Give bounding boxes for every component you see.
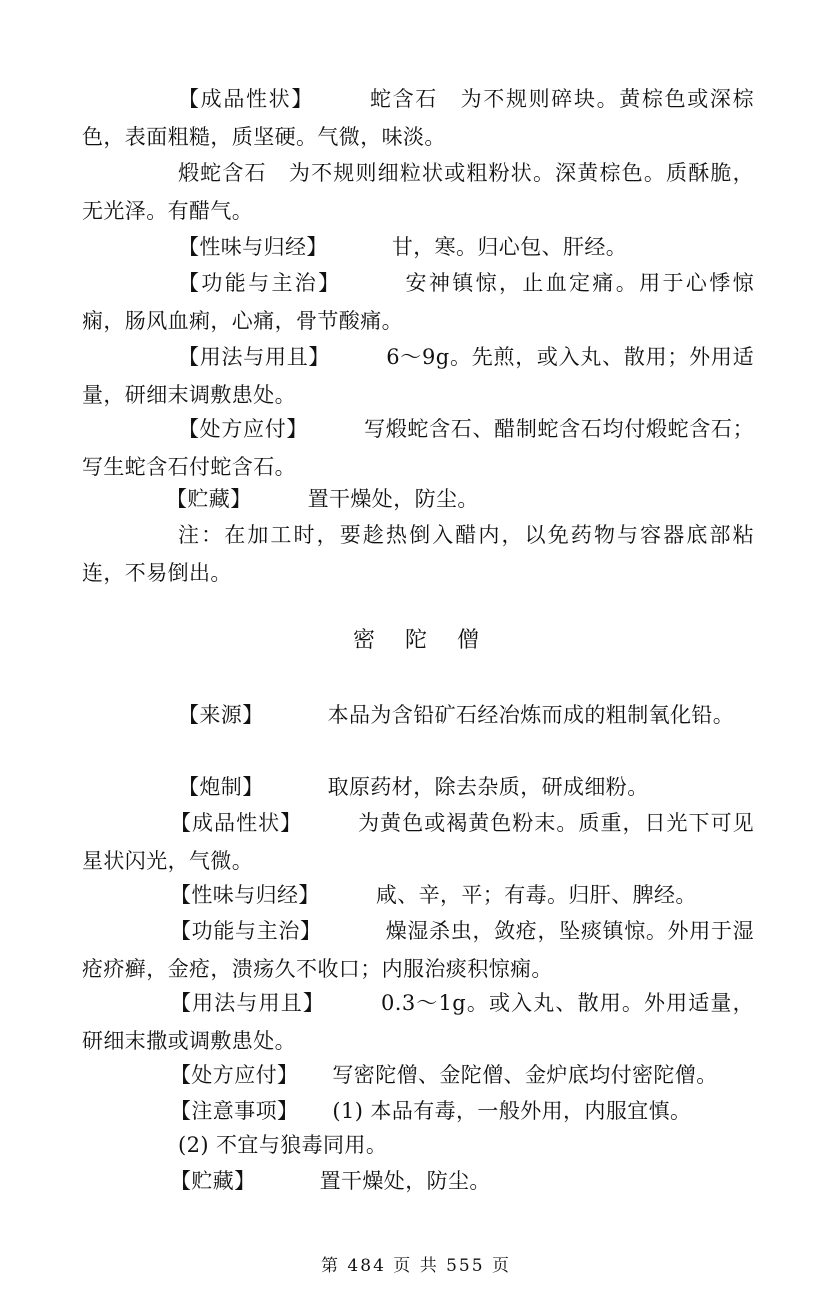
label-xingwei-1: 【性味与归经】 xyxy=(178,235,328,259)
paragraph-chengpin-1 xyxy=(82,80,754,156)
label-chufang-2: 【处方应付】 xyxy=(170,1063,299,1087)
paragraph-zhu xyxy=(82,516,754,592)
label-yongfa-1: 【用法与用且】 xyxy=(178,345,331,369)
text-zhucang-1: 置干燥处，防尘。 xyxy=(307,487,479,511)
text-yongfa-1: 6～9g。先煎，或入丸、散用；外用适量，研细末调敷患处。 xyxy=(82,345,754,407)
paragraph-zhuyi xyxy=(82,1092,754,1130)
label-paozhi: 【炮制】 xyxy=(178,775,264,799)
text-zhucang-2: 置干燥处，防尘。 xyxy=(319,1169,491,1193)
label-gongneng-2: 【功能与主治】 xyxy=(170,919,322,943)
page-number: 第 484 页 共 555 页 xyxy=(321,1256,511,1276)
label-chengpin-2: 【成品性状】 xyxy=(170,811,303,835)
text-laiyuan: 本品为含铅矿石经冶炼而成的粗制氧化铅。 xyxy=(327,703,735,727)
label-zhuyi: 【注意事项】 xyxy=(170,1099,299,1123)
text-zhuyi-2: (2) 不宜与狼毒同用。 xyxy=(178,1133,388,1157)
text-paozhi: 取原药材，除去杂质，研成细粉。 xyxy=(327,775,649,799)
label-chufang-1: 【处方应付】 xyxy=(178,417,309,441)
text-xingwei-1: 甘，寒。归心包、肝经。 xyxy=(391,235,628,259)
label-zhucang-1: 【贮藏】 xyxy=(166,487,252,511)
text-chengpin-2: 为黄色或褐黄色粉末。质重，日光下可见星状闪光，气微。 xyxy=(82,811,754,873)
paragraph-chufang-2 xyxy=(82,1056,754,1094)
label-gongneng-1: 【功能与主治】 xyxy=(178,271,342,295)
text-zhu: 注：在加工时，要趁热倒入醋内，以免药物与容器底部粘连，不易倒出。 xyxy=(82,523,754,585)
text-xingwei-2: 咸、辛，平；有毒。归肝、脾经。 xyxy=(375,883,697,907)
paragraph-zhucang-2 xyxy=(82,1162,754,1200)
section-title: 密陀僧 xyxy=(352,628,509,653)
label-laiyuan: 【来源】 xyxy=(178,703,264,727)
label-chengpin-1: 【成品性状】 xyxy=(178,87,314,111)
paragraph-paozhi xyxy=(82,768,754,806)
paragraph-yongfa-1 xyxy=(82,338,754,414)
label-xingwei-2: 【性味与归经】 xyxy=(170,883,320,907)
paragraph-xingwei-1 xyxy=(82,228,754,266)
label-yongfa-2: 【用法与用且】 xyxy=(170,991,326,1015)
paragraph-xingwei-2 xyxy=(82,876,754,914)
paragraph-duan xyxy=(82,154,754,230)
text-chufang-1: 写煅蛇含石、醋制蛇含石均付煅蛇含石；写生蛇含石付蛇含石。 xyxy=(82,417,754,479)
text-zhuyi-1: (1) 本品有毒，一般外用，内服宜慎。 xyxy=(332,1099,692,1123)
paragraph-laiyuan xyxy=(82,696,754,734)
paragraph-zhucang-1 xyxy=(82,480,754,518)
label-zhucang-2: 【贮藏】 xyxy=(170,1169,256,1193)
text-chufang-2: 写密陀僧、金陀僧、金炉底均付密陀僧。 xyxy=(332,1063,718,1087)
text-duan: 煅蛇含石 为不规则细粒状或粗粉状。深黄棕色。质酥脆，无光泽。有醋气。 xyxy=(82,161,754,223)
paragraph-gongneng-2 xyxy=(82,912,754,988)
text-chengpin-1: 蛇含石 为不规则碎块。黄棕色或深棕色，表面粗糙，质坚硬。气微，味淡。 xyxy=(82,87,754,149)
text-yongfa-2: 0.3～1g。或入丸、散用。外用适量，研细末撒或调敷患处。 xyxy=(82,991,754,1053)
text-gongneng-2: 燥湿杀虫，敛疮，坠痰镇惊。外用于湿疮疥癣，金疮，溃疡久不收口；内服治痰积惊痫。 xyxy=(82,919,754,981)
paragraph-chengpin-2 xyxy=(82,804,754,880)
paragraph-gongneng-1 xyxy=(82,264,754,340)
paragraph-yongfa-2 xyxy=(82,984,754,1060)
text-gongneng-1: 安神镇惊，止血定痛。用于心悸惊痫，肠风血痢，心痛，骨节酸痛。 xyxy=(82,271,754,333)
paragraph-chufang-1 xyxy=(82,410,754,486)
